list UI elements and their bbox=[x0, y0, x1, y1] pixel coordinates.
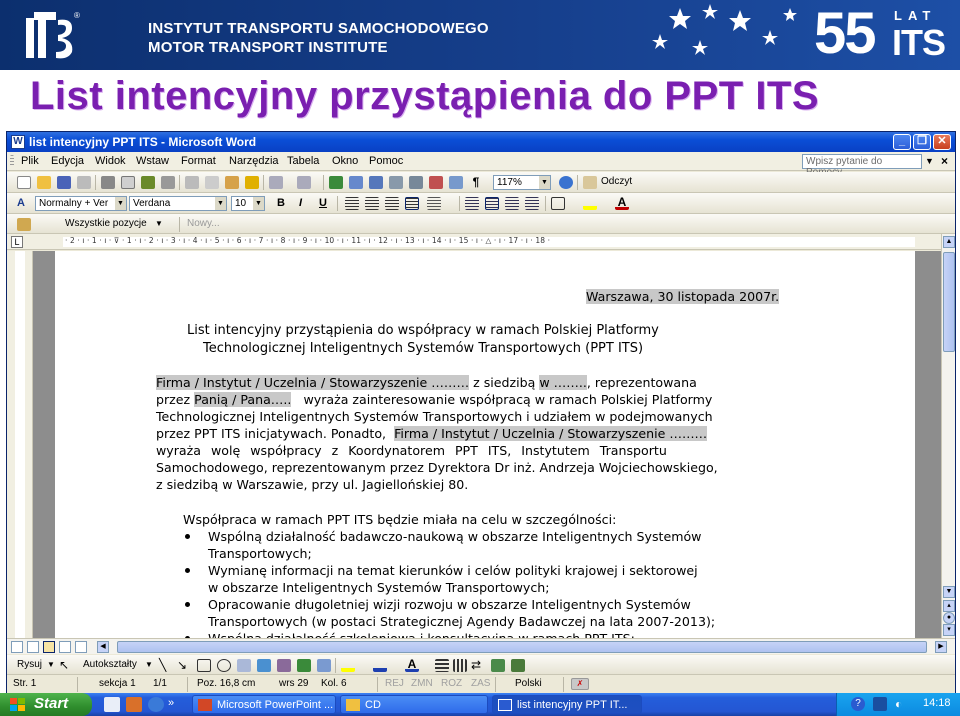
previous-page-icon[interactable]: ▴ bbox=[943, 600, 955, 612]
menu-wstaw[interactable]: Wstaw bbox=[136, 155, 169, 167]
bullet-icon bbox=[185, 534, 190, 539]
stars-decoration bbox=[640, 0, 810, 70]
next-page-icon[interactable]: ▾ bbox=[943, 624, 955, 636]
line-spacing-icon[interactable] bbox=[427, 197, 441, 210]
display-for-review-icon[interactable] bbox=[17, 218, 31, 231]
status-separator bbox=[377, 677, 378, 692]
bullet-2-line-2: w obszarze Inteligentnych Systemów Transportowych; bbox=[208, 580, 550, 595]
status-trk[interactable]: ZMN bbox=[411, 678, 433, 689]
tables-borders-icon[interactable] bbox=[349, 176, 363, 189]
grip-icon bbox=[10, 155, 14, 167]
toolbar-separator bbox=[337, 196, 338, 211]
folder-icon bbox=[346, 699, 360, 711]
zoom-value: 117% bbox=[497, 177, 522, 188]
text-interest: wyraża zainteresowanie współpracą w ramach Polskiej Platformy bbox=[303, 392, 713, 407]
status-pages: 1/1 bbox=[153, 678, 167, 689]
menu-format[interactable]: Format bbox=[181, 155, 216, 167]
status-bar bbox=[7, 676, 955, 693]
status-column: Kol. 6 bbox=[321, 678, 347, 689]
document-area[interactable] bbox=[7, 251, 941, 638]
status-ext[interactable]: ROZ bbox=[441, 678, 463, 689]
borders-icon[interactable] bbox=[551, 197, 565, 210]
oval-icon[interactable] bbox=[217, 659, 231, 672]
paragraph-1-line-1 bbox=[156, 375, 697, 390]
chevron-down-icon[interactable]: ▼ bbox=[145, 660, 153, 669]
italic-button[interactable]: I bbox=[299, 197, 303, 209]
justify-icon[interactable] bbox=[405, 197, 419, 210]
print-layout-icon[interactable] bbox=[43, 641, 55, 653]
font-size-combo[interactable] bbox=[231, 196, 265, 211]
text-by: przez bbox=[156, 392, 191, 407]
menu-edycja[interactable]: Edycja bbox=[51, 155, 85, 167]
menu-bar bbox=[7, 152, 955, 171]
align-left-icon[interactable] bbox=[345, 197, 359, 210]
research-icon[interactable] bbox=[161, 176, 175, 189]
web-layout-icon[interactable] bbox=[27, 641, 39, 653]
bullet-3-line-2: Transportowych (w postaci Strategicznej Agendy Badawczej na lata 2007-2013); bbox=[208, 614, 716, 629]
menu-plik[interactable]: Plik bbox=[21, 155, 39, 167]
quick-launch-expand-icon[interactable]: » bbox=[168, 697, 175, 709]
font-value: Verdana bbox=[133, 198, 171, 209]
close-button[interactable]: ✕ bbox=[933, 134, 951, 150]
text-initiatives: przez PPT ITS inicjatywach. Ponadto, bbox=[156, 426, 387, 441]
task-label: CD bbox=[365, 699, 381, 711]
task-label: list intencyjny PPT IT... bbox=[517, 699, 628, 711]
insert-excel-icon[interactable] bbox=[389, 176, 403, 189]
media-player-icon[interactable] bbox=[126, 697, 142, 712]
bullet-1-line-2: Transportowych; bbox=[208, 546, 312, 561]
shadow-style-icon[interactable] bbox=[491, 659, 505, 672]
bullet-1-line-1: Wspólną działalność badawczo-naukową w obszarze Inteligentnych Systemów bbox=[208, 529, 702, 544]
help-tray-icon[interactable]: ? bbox=[851, 697, 865, 711]
anniversary-lat: LAT bbox=[894, 8, 937, 23]
toolbar-separator bbox=[577, 175, 578, 190]
paragraph-1-line-3: Technologicznej Inteligentnych Systemów Transportowych i udziałem w podejmowanych bbox=[156, 409, 713, 424]
start-button[interactable] bbox=[0, 693, 92, 716]
format-painter-icon[interactable] bbox=[245, 176, 259, 189]
toolbar-separator bbox=[545, 196, 546, 211]
start-label: Start bbox=[34, 695, 69, 712]
text-box-icon[interactable] bbox=[237, 659, 251, 672]
font-size-value: 10 bbox=[235, 198, 247, 209]
show-desktop-icon[interactable] bbox=[104, 697, 120, 712]
chevron-down-icon[interactable]: ▼ bbox=[539, 176, 550, 189]
slide-banner bbox=[0, 0, 960, 70]
paragraph-1-line-6: Samochodowego, reprezentowanym przez Dyrektora Dr inż. Andrzeja Wojciechowskiego, bbox=[156, 460, 718, 475]
maximize-button[interactable]: ❐ bbox=[913, 134, 931, 150]
3d-style-icon[interactable] bbox=[511, 659, 525, 672]
system-tray bbox=[836, 693, 960, 716]
show-formatting-icon[interactable]: ¶ bbox=[472, 175, 480, 189]
toolbar-separator bbox=[179, 175, 180, 190]
paragraph-1-line-7: z siedzibą w Warszawie, przy ul. Jagiellońskiej 80. bbox=[156, 477, 469, 492]
styles-pane-icon[interactable]: A bbox=[17, 197, 25, 209]
draw-font-color-icon[interactable]: A bbox=[405, 659, 419, 672]
scroll-left-icon[interactable]: ◀ bbox=[97, 641, 109, 653]
drawing-icon[interactable] bbox=[429, 176, 443, 189]
svg-text:®: ® bbox=[74, 11, 80, 20]
toolbar-separator bbox=[179, 217, 180, 232]
outline-view-icon[interactable] bbox=[59, 641, 71, 653]
institute-name-en: MOTOR TRANSPORT INSTITUTE bbox=[148, 39, 388, 56]
anniversary-logo bbox=[812, 1, 946, 66]
highlight-icon[interactable] bbox=[583, 197, 597, 210]
taskbar-folder-cd[interactable] bbox=[340, 695, 488, 714]
zoom-combo[interactable] bbox=[493, 175, 551, 190]
font-combo[interactable] bbox=[129, 196, 227, 211]
document-close-icon[interactable]: × bbox=[941, 154, 949, 168]
bullet-2-line-1: Wymianę informacji na temat kierunków i celów polityki krajowej i sektorowej bbox=[208, 563, 698, 578]
document-map-icon[interactable] bbox=[449, 176, 463, 189]
line-style-icon[interactable] bbox=[435, 659, 449, 672]
tab-selector-icon[interactable]: L bbox=[11, 236, 23, 248]
scroll-down-icon[interactable]: ▼ bbox=[943, 586, 955, 598]
placeholder-company: Firma / Instytut / Uczelnia / Stowarzyszenie ……… bbox=[156, 375, 470, 390]
powerpoint-icon bbox=[198, 699, 212, 711]
scroll-thumb[interactable] bbox=[943, 252, 955, 352]
menu-okno[interactable]: Okno bbox=[332, 155, 359, 167]
chevron-down-icon[interactable]: ▼ bbox=[155, 219, 163, 228]
anniversary-its: ITS bbox=[892, 22, 946, 63]
menu-widok[interactable]: Widok bbox=[95, 155, 126, 167]
diagram-icon[interactable] bbox=[277, 659, 291, 672]
insert-picture-icon[interactable] bbox=[317, 659, 331, 672]
increase-indent-icon[interactable] bbox=[525, 197, 539, 210]
line-color-icon[interactable] bbox=[373, 659, 387, 672]
minimize-button[interactable]: _ bbox=[893, 134, 911, 150]
bold-button[interactable]: B bbox=[277, 197, 285, 209]
print-preview-icon[interactable] bbox=[121, 176, 135, 189]
draw-menu-button[interactable]: Rysuj bbox=[17, 659, 43, 670]
hyperlink-icon[interactable] bbox=[329, 176, 343, 189]
spelling-icon[interactable] bbox=[141, 176, 155, 189]
toolbar-separator bbox=[95, 175, 96, 190]
window-titlebar[interactable] bbox=[7, 132, 955, 152]
formatting-toolbar bbox=[7, 193, 955, 214]
scroll-right-icon[interactable]: ▶ bbox=[935, 641, 947, 653]
toolbar-separator bbox=[335, 658, 336, 673]
windows-taskbar bbox=[0, 693, 960, 716]
window-title: list intencyjny PPT ITS - Microsoft Word bbox=[29, 135, 257, 149]
word-icon bbox=[498, 699, 512, 711]
status-separator bbox=[495, 677, 496, 692]
permission-icon[interactable] bbox=[77, 176, 91, 189]
paragraph-2-intro: Współpraca w ramach PPT ITS będzie miała na celu w szczególności: bbox=[183, 512, 617, 527]
font-color-icon[interactable]: A bbox=[615, 197, 629, 210]
chevron-down-icon[interactable]: ▼ bbox=[253, 197, 264, 210]
ruler-scale: · 2 · ı · 1 · ı · ⊽ · 1 · ı · 2 · ı · 3 · ı · 4 · ı · 5 · ı · 6 · ı · 7 · ı · 8 · ı · 9 · ı · 10 · ı · 11 · ı · 12 · ı · 13 · ı · 14 · ı · 15 · ı · △ · ı · 17 · ı · 18 · bbox=[65, 236, 551, 245]
open-folder-icon[interactable] bbox=[37, 176, 51, 189]
placeholder-person: Panią / Pana….. bbox=[194, 392, 292, 407]
rectangle-icon[interactable] bbox=[197, 659, 211, 672]
internet-explorer-icon[interactable] bbox=[148, 697, 164, 712]
chevron-down-icon[interactable]: ▼ bbox=[115, 197, 126, 210]
bullets-icon[interactable] bbox=[485, 197, 499, 210]
placeholder-company-2: Firma / Instytut / Uczelnia / Stowarzyszenie ……… bbox=[394, 426, 708, 441]
document-date: Warszawa, 30 listopada 2007r. bbox=[586, 289, 780, 304]
spelling-status-icon[interactable]: ✗ bbox=[571, 678, 589, 690]
taskbar-powerpoint[interactable] bbox=[192, 695, 336, 714]
horizontal-scroll-thumb[interactable] bbox=[117, 641, 927, 653]
document-page[interactable] bbox=[55, 251, 915, 651]
menu-tabela[interactable]: Tabela bbox=[287, 155, 320, 167]
its-logo bbox=[22, 8, 80, 64]
new-document-icon[interactable] bbox=[17, 176, 31, 189]
style-value: Normalny + Ver bbox=[39, 198, 109, 209]
task-label: Microsoft PowerPoint ... bbox=[217, 699, 334, 711]
status-position: Poz. 16,8 cm bbox=[197, 678, 256, 689]
status-ovr[interactable]: ZAS bbox=[471, 678, 491, 689]
vertical-ruler[interactable] bbox=[7, 251, 33, 638]
arrow-icon[interactable]: ↘ bbox=[177, 658, 188, 672]
toolbar-separator bbox=[323, 175, 324, 190]
drawing-toolbar bbox=[7, 655, 955, 675]
help-question-input[interactable]: Wpisz pytanie do bbox=[802, 154, 922, 169]
paragraph-1-line-2 bbox=[156, 392, 712, 407]
align-center-icon[interactable] bbox=[365, 197, 379, 210]
clock[interactable]: 14:18 bbox=[923, 697, 951, 709]
chevron-down-icon[interactable]: ▼ bbox=[215, 197, 226, 210]
taskbar-word[interactable] bbox=[492, 695, 642, 714]
volume-tray-icon[interactable]: ◐ bbox=[895, 697, 903, 711]
heading-line-2: Technologicznej Inteligentnych Systemów Transportowych (PPT ITS) bbox=[203, 341, 644, 356]
bullet-3-line-1: Opracowanie długoletniej wizji rozwoju w obszarze Inteligentnych Systemów bbox=[208, 597, 691, 612]
bullet-icon bbox=[185, 602, 190, 607]
anniversary-number: 55 bbox=[814, 1, 875, 66]
new-comment-button[interactable]: Nowy... bbox=[187, 218, 220, 229]
dash-style-icon[interactable] bbox=[453, 659, 467, 672]
menu-pomoc[interactable]: Pomoc bbox=[369, 155, 404, 167]
heading-line-1: List intencyjny przystąpienia do współpracy w ramach Polskiej Platformy bbox=[187, 323, 659, 338]
status-separator bbox=[563, 677, 564, 692]
status-separator bbox=[187, 677, 188, 692]
vertical-scrollbar[interactable] bbox=[941, 234, 955, 638]
text-seat: z siedzibą bbox=[473, 375, 536, 390]
redo-icon[interactable] bbox=[297, 176, 311, 189]
undo-icon[interactable] bbox=[269, 176, 283, 189]
numbering-icon[interactable] bbox=[465, 197, 479, 210]
autoshapes-menu-button[interactable]: Autokształty bbox=[83, 659, 137, 670]
standard-toolbar bbox=[7, 172, 955, 193]
help-dropdown-icon[interactable]: ▼ bbox=[925, 156, 934, 166]
text-represented: , reprezentowana bbox=[586, 375, 697, 390]
clip-art-icon[interactable] bbox=[297, 659, 311, 672]
read-mode-icon[interactable] bbox=[583, 176, 597, 189]
reading-layout-icon[interactable] bbox=[75, 641, 87, 653]
slide-title: List intencyjny przystąpienia do PPT ITS bbox=[30, 74, 820, 118]
cut-icon[interactable] bbox=[185, 176, 199, 189]
browse-object-icon[interactable]: ● bbox=[943, 612, 955, 624]
word-app-icon[interactable]: W bbox=[11, 135, 25, 149]
align-right-icon[interactable] bbox=[385, 197, 399, 210]
read-mode-button[interactable]: Odczyt bbox=[601, 176, 633, 187]
horizontal-scrollbar[interactable] bbox=[7, 638, 955, 654]
placeholder-city: w …….. bbox=[539, 375, 587, 390]
toolbar-separator bbox=[459, 196, 460, 211]
print-icon[interactable] bbox=[101, 176, 115, 189]
windows-flag-icon bbox=[10, 698, 26, 712]
reviewing-toolbar bbox=[7, 214, 955, 234]
horizontal-ruler[interactable] bbox=[7, 234, 955, 250]
insert-table-icon[interactable] bbox=[369, 176, 383, 189]
vertical-ruler-track bbox=[15, 251, 25, 638]
toolbar-separator bbox=[263, 175, 264, 190]
status-page: Str. 1 bbox=[13, 678, 37, 689]
columns-icon[interactable] bbox=[409, 176, 423, 189]
line-icon[interactable]: ╲ bbox=[159, 658, 167, 672]
status-line: wrs 29 bbox=[279, 678, 309, 689]
paste-icon[interactable] bbox=[225, 176, 239, 189]
status-rec[interactable]: REJ bbox=[385, 678, 404, 689]
wordart-icon[interactable] bbox=[257, 659, 271, 672]
arrow-style-icon[interactable]: ⇄ bbox=[471, 658, 482, 672]
style-combo[interactable] bbox=[35, 196, 127, 211]
normal-view-icon[interactable] bbox=[11, 641, 23, 653]
menu-narzedzia[interactable]: Narzędzia bbox=[229, 155, 279, 167]
underline-button[interactable]: U bbox=[319, 197, 327, 209]
network-tray-icon[interactable] bbox=[873, 697, 887, 711]
status-separator bbox=[77, 677, 78, 692]
fill-color-icon[interactable] bbox=[341, 659, 355, 672]
chevron-down-icon[interactable]: ▼ bbox=[47, 660, 55, 669]
help-icon[interactable] bbox=[559, 176, 573, 189]
copy-icon[interactable] bbox=[205, 176, 219, 189]
institute-name-pl: INSTYTUT TRANSPORTU SAMOCHODOWEGO bbox=[148, 20, 489, 37]
bullet-icon bbox=[185, 568, 190, 573]
save-icon[interactable] bbox=[57, 176, 71, 189]
select-objects-icon[interactable]: ↖ bbox=[59, 658, 70, 672]
status-language: Polski bbox=[515, 678, 542, 689]
scroll-up-icon[interactable]: ▲ bbox=[943, 236, 955, 248]
word-window bbox=[6, 131, 956, 693]
decrease-indent-icon[interactable] bbox=[505, 197, 519, 210]
show-markup-combo[interactable]: Wszystkie pozycje bbox=[65, 218, 147, 229]
paragraph-1-line-4 bbox=[156, 426, 707, 441]
paragraph-1-line-5: wyraża wolę współpracy z Koordynatorem PPT ITS, Instytutem Transportu bbox=[156, 443, 667, 458]
status-section: sekcja 1 bbox=[99, 678, 136, 689]
